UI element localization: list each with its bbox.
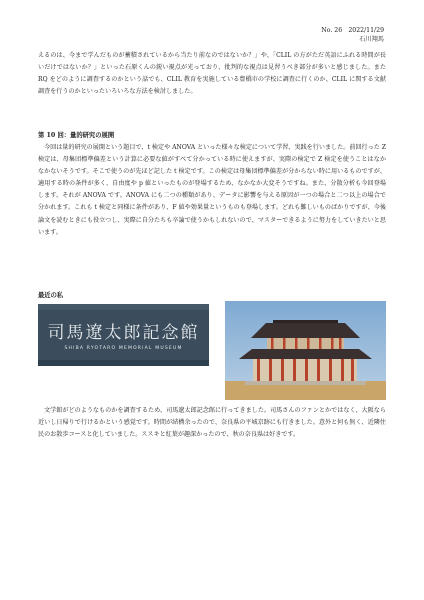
museum-sign-photo bbox=[38, 304, 209, 366]
palace-illustration bbox=[225, 301, 386, 400]
section-heading-recent: 最近の私 bbox=[38, 292, 64, 299]
section-body-quantitative: 今回は量的研究の展開という題目で、t 検定や ANOVA といった様々な検定について学習、実践を行いました。前回行った Z 検定は、母集団標準偏差という計算に必要な値がすべて分かっている時に使えますが、実際の検定で Z 検定を使うことはなかなかないそうです。そこで使うのが先ほど記した t 検定です。この検定は母集団標準偏差が分からない時に用いるものですが、適用する時の条件が多く、自由度や p 値といったものが登場するため、なかなか大変そうですね。また、分散分析も今回登場します。それが ANOVA です。ANOVA にも二つの種類があり、データに影響を与える原因が一つの場合と二つ以上の場合で分かれます。これも t 検定と同様に条件があり、F 値や効果量というものも登場します。どれも難しいものばかりですが、今後論文を読むときにも役立つし、実際に自分たちも卒論で使うかもしれないので、マスターできるように努力をしていきたいと思います。 bbox=[38, 144, 386, 236]
intro-paragraph: えるのは、今まで学んだものが蓄積されているから当たり前なのではないか？」や、「CLIL の方がただ英語にふれる時間が長いだけではないか？」といった石原くんの鋭い視点が光っており、批判的な視点は見習うべき部分が多いと感じました。また RQ をどのように調査するのかという話でも、CLIL 教育を実施している豊橋市の学校に調査に行くのか、CLIL に関する文献調査を行うのかといったいろいろな方法を検討しました。 bbox=[38, 52, 386, 96]
section-body-recent: 文学館がどのようなものかを調査するため、司馬遼太郎記念館に行ってきました。司馬さんのファンとかではなく、大阪なら近いし日帰りで行けるかという感覚です。時間が結構余ったので、奈良県の平城京跡にも行きました。意外と何も無く、近隣住民のお散歩コースと化していました。ススキと紅葉が趣深かったので、秋の奈良県は好きです。 bbox=[38, 407, 386, 439]
document-header bbox=[321, 26, 384, 44]
museum-sign-title: 司馬遼太郎記念館 bbox=[47, 323, 200, 343]
heijo-palace-photo bbox=[225, 301, 386, 400]
section-heading-quantitative: 第 10 回：量的研究の展開 bbox=[38, 132, 115, 139]
issue-number-date: No. 26 2022/11/29 bbox=[321, 27, 384, 34]
museum-sign-subtitle: SHIBA RYOTARO MEMORIAL MUSEUM bbox=[64, 346, 183, 351]
author-name: 石川翔馬 bbox=[359, 36, 384, 43]
